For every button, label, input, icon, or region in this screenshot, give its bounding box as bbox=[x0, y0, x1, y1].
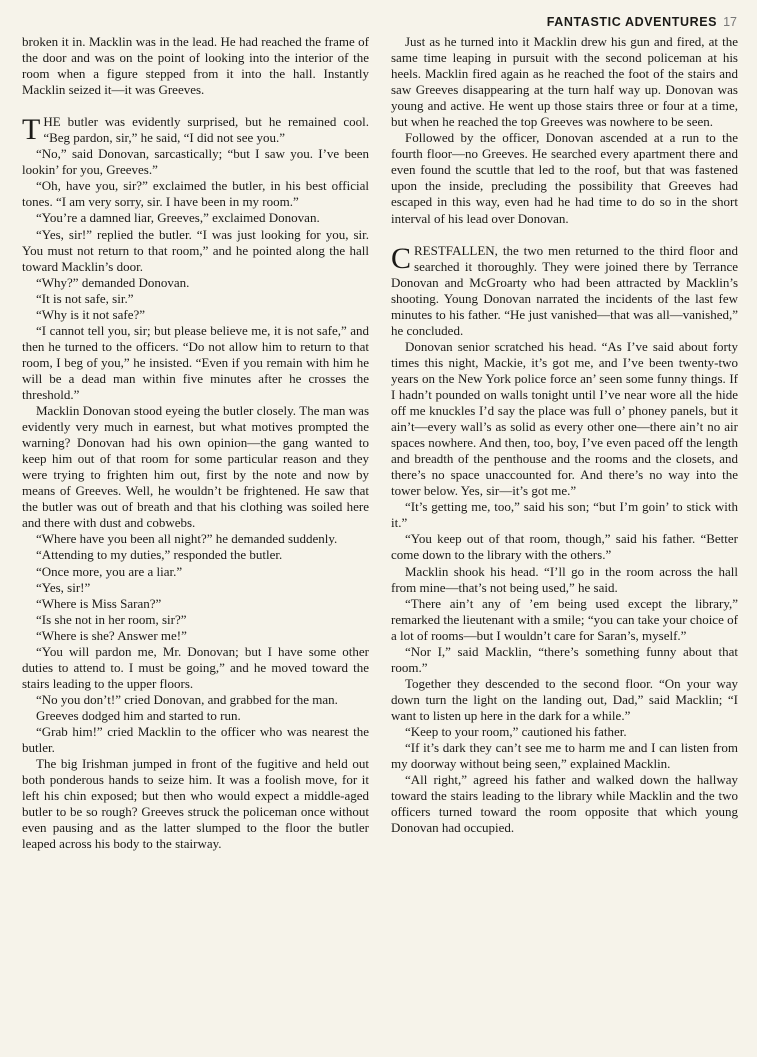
paragraph-text: “Once more, you are a liar.” bbox=[36, 563, 183, 579]
paragraph bbox=[22, 612, 369, 628]
magazine-title: FANTASTIC ADVENTURES bbox=[546, 15, 718, 29]
paragraph-text: “Attending to my duties,” responded the butler. bbox=[36, 547, 283, 563]
paragraph-text: “Is she not in her room, sir?” bbox=[36, 611, 187, 627]
paragraph bbox=[22, 564, 369, 580]
paragraph-text: Greeves dodged him and started to run. bbox=[36, 707, 241, 723]
right-column bbox=[391, 34, 738, 852]
paragraph-text: “Oh, have you, sir?” exclaimed the butler, in his best official tones. “I am very sorry, sir. I have been in my room.” bbox=[22, 178, 369, 210]
paragraph-text: “Why is it not safe?” bbox=[36, 306, 146, 322]
paragraph-text: “Where is she? Answer me!” bbox=[36, 627, 187, 643]
paragraph-text: “You keep out of that room, though,” said his father. “Better come down to the library with the others.” bbox=[391, 531, 738, 563]
paragraph bbox=[22, 596, 369, 612]
text-columns bbox=[22, 34, 739, 852]
paragraph-text: Macklin shook his head. “I’ll go in the room across the hall from mine—that’s not being used,” he said. bbox=[391, 563, 738, 595]
paragraph bbox=[391, 531, 738, 563]
paragraph-text: “Yes, sir!” replied the butler. “I was just looking for you, sir. You must not return to that room,” and he pointed along the hall toward Macklin’s door. bbox=[22, 226, 369, 274]
paragraph bbox=[22, 227, 369, 275]
paragraph-text: “Where is Miss Saran?” bbox=[36, 595, 162, 611]
paragraph bbox=[391, 596, 738, 644]
paragraph bbox=[22, 323, 369, 403]
paragraph bbox=[22, 756, 369, 852]
paragraph bbox=[391, 339, 738, 499]
paragraph bbox=[22, 307, 369, 323]
paragraph bbox=[22, 547, 369, 563]
paragraph bbox=[22, 275, 369, 291]
paragraph-text: HE butler was evidently surprised, but he remained cool. “Beg pardon, sir,” he said, “I did not see you.” bbox=[43, 114, 369, 146]
paragraph-text: “All right,” agreed his father and walked down the hallway toward the stairs leading to the library while Macklin and the two officers turned toward the room opposite that which young Donovan had occupied. bbox=[391, 772, 738, 836]
paragraph-text: Followed by the officer, Donovan ascended at a run to the fourth floor—no Greeves. He searched every apartment there and even found the scuttle that led to the roof, but that was fastened upon the inside, precluding the possibility that Greeves had escaped in this way, even had he had time to do so in the short interval of his lead over Donovan. bbox=[391, 130, 738, 226]
paragraph bbox=[22, 210, 369, 226]
paragraph-text: RESTFALLEN, the two men returned to the third floor and searched it thoroughly. They were joined there by Terrance Donovan and McGroarty who had been attracted by Macklin’s shooting. Young Donovan narrated the incidents of the last few minutes to his father. “He just vanished—that was all—vanished,” he concluded. bbox=[391, 242, 738, 338]
paragraph bbox=[22, 531, 369, 547]
paragraph bbox=[22, 34, 369, 98]
paragraph-text: Donovan senior scratched his head. “As I’ve said about forty times this night, Mackie, it’s got me, and I’ve been twenty-two years on the New York police force an’ seen some funny things. If I hadn’t pounded on walls tonight until I’ve near wore all the hide off me knuckles I’d say the place was full o’ phoney panels, but it ain’t—every wall’s as solid as every other one—there ain’t no air spaces nowhere. And then, too, boy, I’ve even paced off the length and breadth of the penthouse and the rooms and the closets, and there’s no space unaccounted for. And there’s no way into the tower below. Yes, sir—it’s got me.” bbox=[391, 338, 738, 499]
paragraph-text: “You will pardon me, Mr. Donovan; but I have some other duties to attend to. I must be going,” and he moved toward the stairs leading to the upper floors. bbox=[22, 643, 369, 691]
paragraph-text: “Grab him!” cried Macklin to the officer who was nearest the butler. bbox=[22, 723, 369, 756]
paragraph bbox=[22, 724, 369, 756]
paragraph-text: “It is not safe, sir.” bbox=[36, 290, 134, 306]
paragraph bbox=[391, 644, 738, 676]
paragraph bbox=[391, 772, 738, 836]
drop-cap: C bbox=[391, 241, 412, 275]
paragraph bbox=[391, 740, 738, 772]
paragraph bbox=[22, 403, 369, 531]
paragraph bbox=[22, 580, 369, 596]
paragraph-text: “You’re a damned liar, Greeves,” exclaimed Donovan. bbox=[36, 210, 320, 226]
paragraph bbox=[391, 676, 738, 724]
paragraph-text: “No,” said Donovan, sarcastically; “but I saw you. I’ve been lookin’ for you, Greeves.” bbox=[22, 146, 369, 178]
paragraph-text: “Why?” demanded Donovan. bbox=[36, 274, 190, 290]
paragraph-text: “No you don’t!” cried Donovan, and grabbed for the man. bbox=[36, 691, 338, 707]
drop-cap: T bbox=[22, 113, 41, 147]
paragraph bbox=[22, 114, 369, 146]
running-header bbox=[22, 10, 739, 34]
paragraph bbox=[391, 499, 738, 531]
paragraph bbox=[391, 243, 738, 339]
paragraph-text: “Keep to your room,” cautioned his father. bbox=[405, 723, 627, 739]
paragraph bbox=[22, 146, 369, 178]
paragraph bbox=[391, 130, 738, 226]
paragraph bbox=[22, 692, 369, 708]
paragraph-text: “There ain’t any of ’em being used except the library,” remarked the lieutenant with a smile; “you can take your choice of a lot of rooms—but I wouldn’t care for Saran’s, myself.” bbox=[391, 595, 738, 643]
paragraph-text: Just as he turned into it Macklin drew his gun and fired, at the same time leaping in pursuit with the second policeman at his heels. Macklin fired again as he reached the foot of the stairs and saw Greeves disappearing at the turn half way up. Donovan was young and active. He went up those stairs three or four at a time, but when he reached the top Greeves was nowhere to be seen. bbox=[391, 34, 738, 130]
paragraph-text: Together they descended to the second floor. “On your way down turn the light on the landing out, Dad,” said Macklin; “I want to listen up here in the dark for a while.” bbox=[391, 675, 738, 723]
paragraph bbox=[391, 564, 738, 596]
paragraph bbox=[22, 708, 369, 724]
paragraph-text: “If it’s dark they can’t see me to harm me and I can listen from my doorway without being seen,” explained Macklin. bbox=[391, 740, 738, 772]
paragraph-text: “Where have you been all night?” he demanded suddenly. bbox=[36, 531, 338, 547]
paragraph bbox=[22, 291, 369, 307]
paragraph-text: “I cannot tell you, sir; but please believe me, it is not safe,” and then he turned to the officers. “Do not allow him to return to that room, I beg of you,” he insisted. “Even if you remain with him he will be a dead man within five minutes after he crosses the threshold.” bbox=[22, 322, 369, 402]
paragraph bbox=[22, 178, 369, 210]
paragraph-text: broken it in. Macklin was in the lead. He had reached the frame of the door and was on the point of looking into the interior of the room when a figure stepped from it into the hall. Instantly Macklin seized it—it was Greeves. bbox=[22, 34, 369, 98]
paragraph bbox=[22, 628, 369, 644]
paragraph-text: The big Irishman jumped in front of the fugitive and held out both ponderous hands to seize him. It was a foolish move, for it left his chin exposed; but then who would expect a middle-aged butler to be so rough? Greeves struck the policeman once without even pausing and as the latter slumped to the floor the butler leaped across his body to the stairway. bbox=[22, 756, 369, 852]
paragraph-text: “Yes, sir!” bbox=[36, 579, 91, 595]
paragraph bbox=[391, 34, 738, 130]
paragraph-text: “Nor I,” said Macklin, “there’s something funny about that room.” bbox=[391, 643, 738, 675]
paragraph-text: “It’s getting me, too,” said his son; “but I’m goin’ to stick with it.” bbox=[391, 499, 738, 531]
paragraph bbox=[391, 724, 738, 740]
paragraph bbox=[22, 644, 369, 692]
left-column bbox=[22, 34, 369, 852]
paragraph-text: Macklin Donovan stood eyeing the butler closely. The man was evidently very much in earnest, but what motives prompted the warning? Donovan had his own opinion—the gang wanted to keep him out of that room for some particular reason and they were trying to frighten him out, first by the note and now by means of Greeves. Well, he wouldn’t be frightened. He saw that the butler was out of breath and that his clothing was soiled here and there with dust and cobwebs. bbox=[22, 403, 369, 531]
page-number: 17 bbox=[723, 15, 737, 29]
